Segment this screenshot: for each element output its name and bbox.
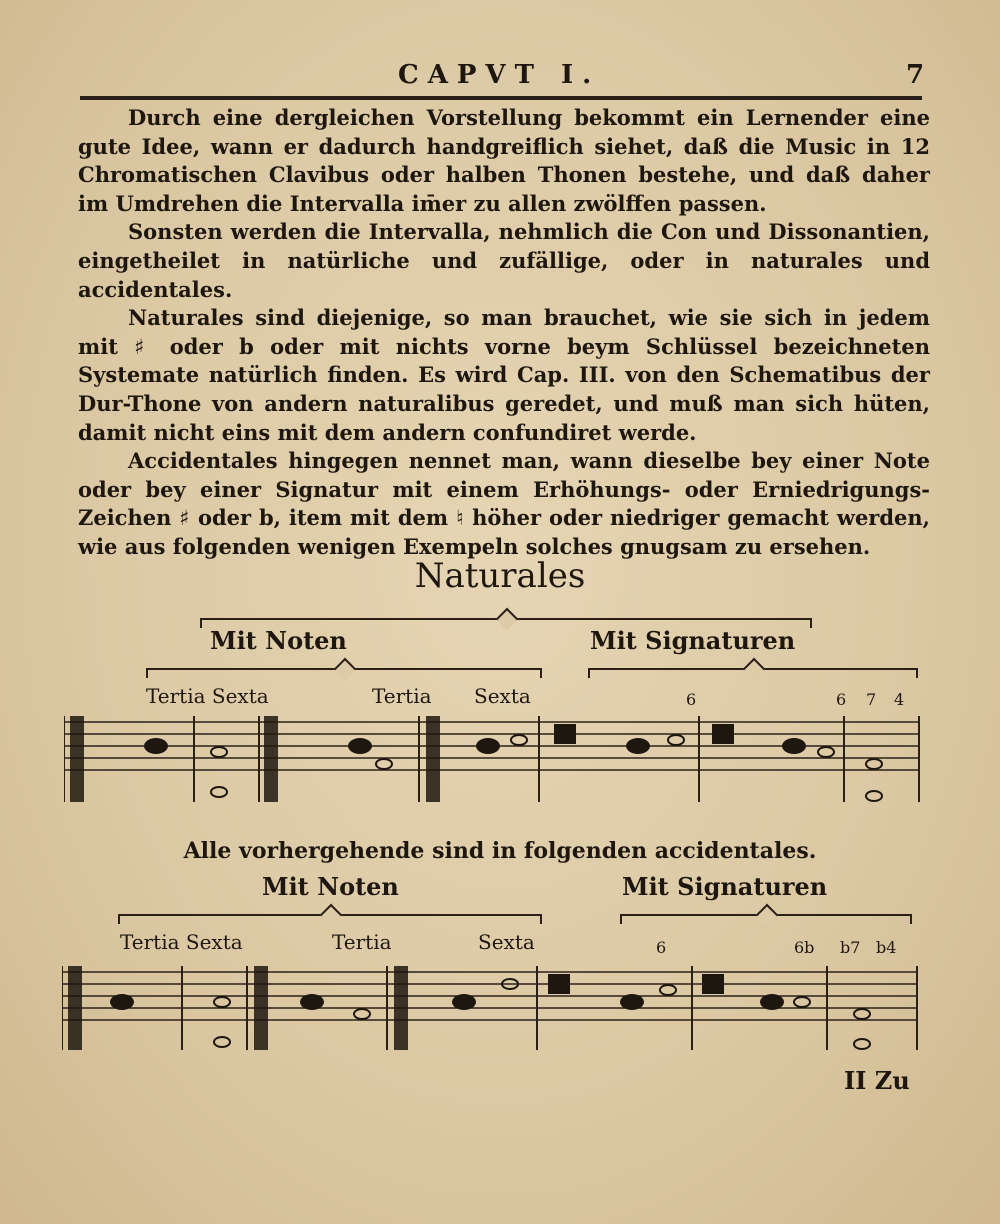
interval-label-tertia-sexta: Tertia Sexta <box>120 930 243 954</box>
interval-label-tertia-sexta: Tertia Sexta <box>146 684 269 708</box>
figure: 7 <box>866 690 877 709</box>
page-header <box>0 58 1000 98</box>
interval-label-tertia: Tertia <box>372 684 432 708</box>
interval-label-sexta: Sexta <box>474 684 531 708</box>
figure: 6b <box>794 938 815 957</box>
figure: 6 <box>686 690 697 709</box>
figure: 6 <box>836 690 847 709</box>
subgroup-bracket-signatures <box>620 914 912 928</box>
figure: b7 <box>840 938 861 957</box>
paragraph: Sonsten werden die Intervalla, nehmlich die Con und Dissonantien, eingetheilet in natürliche und zufällige, oder in naturales und accidentales. <box>78 219 930 302</box>
interval-label-tertia: Tertia <box>332 930 392 954</box>
page-number: 7 <box>906 60 925 90</box>
running-title: CAPVT I. <box>398 60 601 90</box>
group-label-signatures: Mit Signaturen <box>590 626 796 655</box>
subgroup-bracket-notes <box>146 668 542 682</box>
body-text <box>78 104 930 562</box>
figure: 4 <box>894 690 905 709</box>
section-title-naturales: Naturales <box>414 556 586 596</box>
subgroup-bracket-signatures <box>588 668 918 682</box>
group-label-notes: Mit Noten <box>262 872 399 901</box>
paragraph: Accidentales hingegen nennet man, wann dieselbe bey einer Note oder bey einer Signatur mit einem Erhöhungs- oder Erniedrigungs-Zeichen ♯ oder b, item mit dem ♮ höher oder niedriger gemacht werden, wie aus folgenden wenigen Exempeln solches gnugsam zu ersehen. <box>78 448 930 559</box>
subgroup-bracket-notes <box>118 914 542 928</box>
music-staff-accidentales <box>62 962 922 1056</box>
accidentales-intro: Alle vorhergehende sind in folgenden accidentales. <box>183 838 817 864</box>
figure: b4 <box>876 938 897 957</box>
paragraph: Naturales sind diejenige, so man brauchet, wie sie sich in jedem mit ♯ oder b oder mit nichts vorne beym Schlüssel bezeichneten Systemate natürlich finden. Es wird Cap. III. von den Schematibus der Dur-Thone von andern naturalibus geredet, und muß man sich hüten, damit nicht eins mit dem andern confundiret werde. <box>78 305 930 445</box>
catchword: II Zu <box>844 1066 910 1095</box>
group-label-signatures: Mit Signaturen <box>622 872 828 901</box>
figure: 6 <box>656 938 667 957</box>
music-staff-naturales <box>64 712 924 808</box>
header-rule <box>80 96 922 100</box>
group-label-notes: Mit Noten <box>210 626 347 655</box>
interval-label-sexta: Sexta <box>478 930 535 954</box>
paragraph: Durch eine dergleichen Vorstellung bekommt ein Lernender eine gute Idee, wann er dadurch handgreiflich siehet, daß die Music in 12 Chromatischen Clavibus oder halben Thonen bestehe, und daß daher im Umdrehen die Intervalla im̄er zu allen zwölffen passen. <box>78 105 930 216</box>
